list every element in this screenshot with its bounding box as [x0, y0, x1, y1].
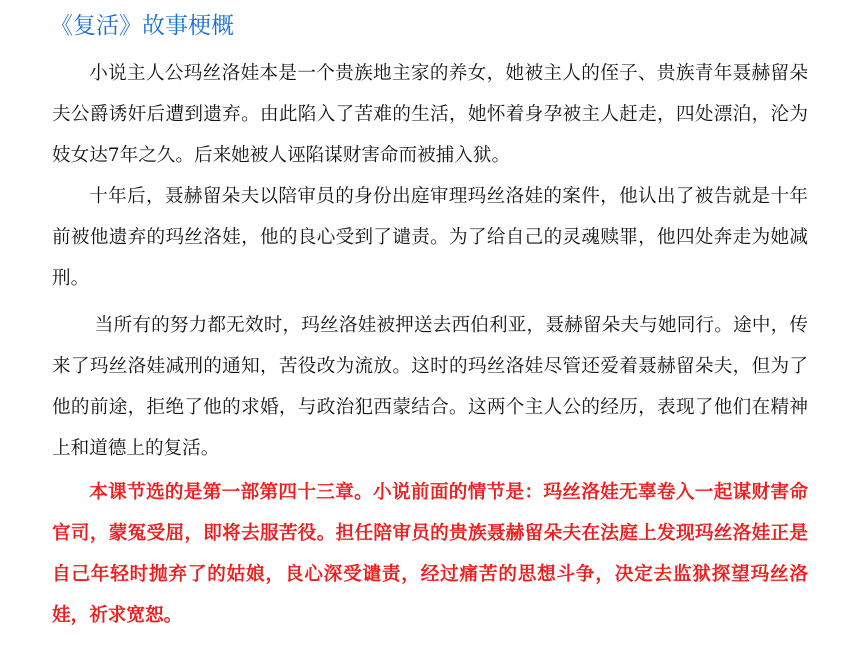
summary-paragraph-1: 小说主人公玛丝洛娃本是一个贵族地主家的养女，她被主人的侄子、贵族青年聂赫留朵夫公爵诱奸后遭到遗弃。由此陷入了苦难的生活，她怀着身孕被主人赶走，四处漂泊，沦为妓女达7年之久。后来她被人诬陷谋财害命而被捕入狱。 — [52, 63, 808, 166]
summary-paragraph-2: 十年后，聂赫留朵夫以陪审员的身份出庭审理玛丝洛娃的案件，他认出了被告就是十年前被他遗弃的玛丝洛娃，他的良心受到了谴责。为了给自己的灵魂赎罪，他四处奔走为她减刑。 — [52, 186, 808, 289]
page-title: 《复活》故事梗概 — [50, 13, 234, 39]
lesson-note-paragraph: 本课节选的是第一部第四十三章。小说前面的情节是：玛丝洛娃无辜卷入一起谋财害命官司，蒙冤受屈，即将去服苦役。担任陪审员的贵族聂赫留朵夫在法庭上发现玛丝洛娃正是自己年轻时抛弃了的姑娘，良心深受谴责，经过痛苦的思想斗争，决定去监狱探望玛丝洛娃，祈求宽恕。 — [52, 482, 808, 626]
summary-paragraph-3: 当所有的努力都无效时，玛丝洛娃被押送去西伯利亚，聂赫留朵夫与她同行。途中，传来了玛丝洛娃减刑的通知，苦役改为流放。这时的玛丝洛娃尽管还爱着聂赫留朵夫，但为了他的前途，拒绝了他的求婚，与政治犯西蒙结合。这两个主人公的经历，表现了他们在精神上和道德上的复活。 — [52, 315, 808, 459]
